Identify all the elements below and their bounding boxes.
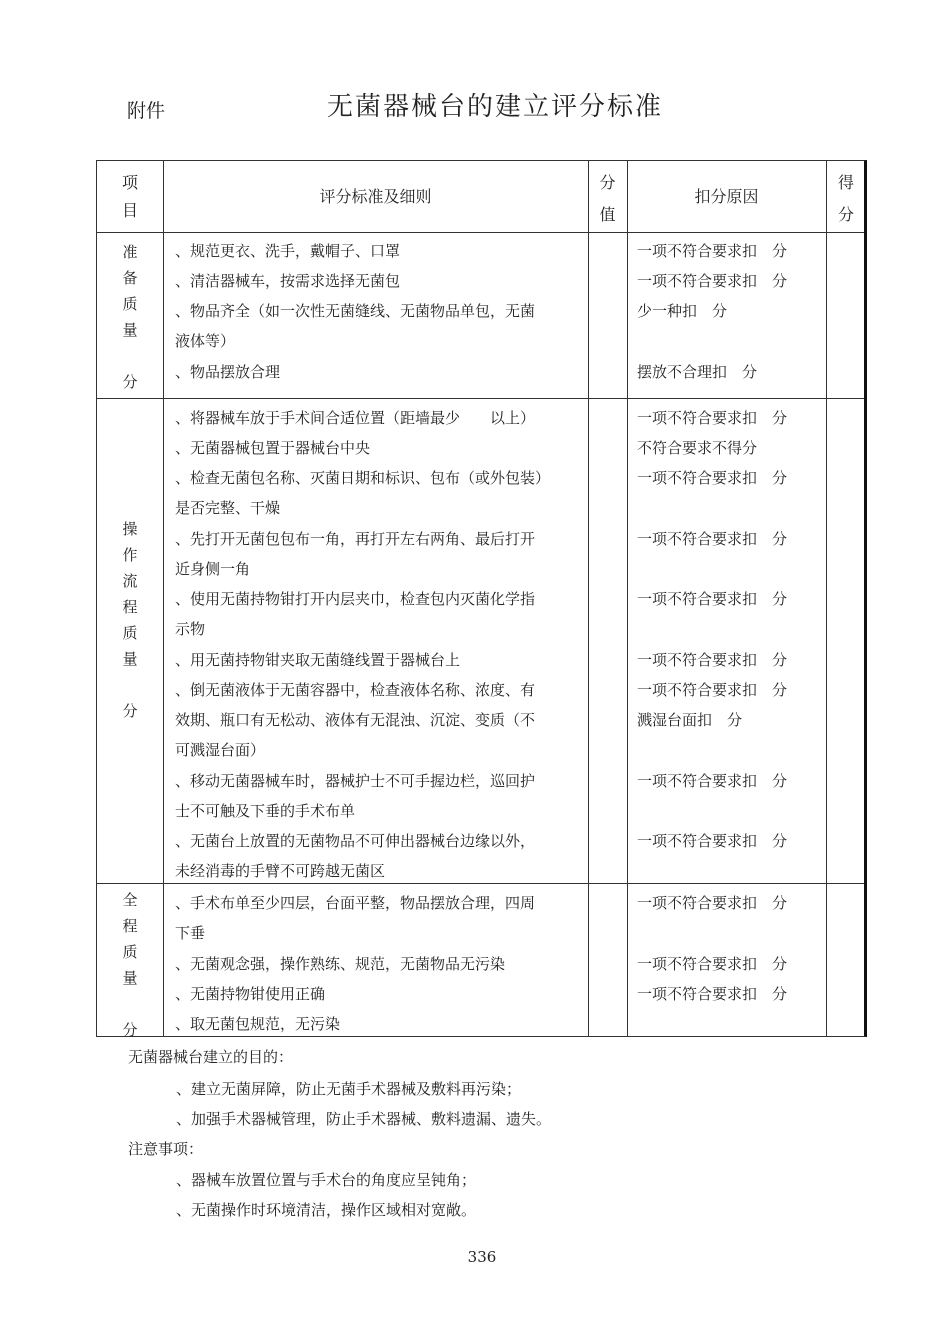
category-char	[97, 343, 163, 369]
criteria-line: 、将器械车放于手术间合适位置（距墙最少 以上）	[175, 409, 536, 427]
reason-line: 一项不符合要求扣 分	[637, 894, 788, 912]
purpose-item: 、加强手术器械管理，防止手术器械、敷料遗漏、遗失。	[176, 1110, 552, 1128]
criteria-line: 、检查无菌包名称、灭菌日期和标识、包布（或外包装）	[175, 469, 551, 487]
criteria-line: 可溅湿台面）	[175, 741, 266, 759]
criteria-line: 示物	[175, 620, 206, 638]
reason-line: 少一种扣 分	[637, 302, 728, 320]
row-divider	[97, 883, 864, 884]
reason-line: 一项不符合要求扣 分	[637, 590, 788, 608]
header-item	[97, 169, 163, 225]
reason-line: 一项不符合要求扣 分	[637, 530, 788, 548]
category-char: 全	[122, 891, 138, 909]
header-reason: 扣分原因	[694, 187, 759, 206]
reason-line: 溅湿台面扣 分	[637, 711, 743, 729]
category-char: 质	[122, 943, 138, 961]
criteria-line: 液体等）	[175, 332, 236, 350]
reason-line: 摆放不合理扣 分	[637, 363, 758, 381]
category-char: 程	[122, 917, 138, 935]
criteria-line: 、物品摆放合理	[175, 363, 281, 381]
criteria-line: 、无菌观念强，操作熟练、规范，无菌物品无污染	[175, 955, 506, 973]
category-whole-process	[97, 887, 163, 1043]
criteria-line: 、规范更衣、洗手，戴帽子、口罩	[175, 242, 401, 260]
category-preparation	[97, 239, 163, 395]
criteria-line: 效期、瓶口有无松动、液体有无混浊、沉淀、变质（不	[175, 711, 536, 729]
row-divider	[97, 232, 864, 233]
category-char: 分	[122, 373, 138, 391]
criteria-line: 、清洁器械车，按需求选择无菌包	[175, 272, 401, 290]
category-operation	[97, 516, 163, 724]
criteria-line: 、用无菌持物钳夹取无菌缝线置于器械台上	[175, 651, 461, 669]
criteria-line: 、倒无菌液体于无菌容器中，检查液体名称、浓度、有	[175, 681, 536, 699]
notes-item: 、器械车放置位置与手术台的角度应呈钝角；	[176, 1171, 477, 1189]
reason-line: 一项不符合要求扣 分	[637, 272, 788, 290]
category-char: 量	[122, 650, 138, 668]
category-char: 分	[122, 702, 138, 720]
header-value-line: 分	[599, 173, 616, 192]
criteria-line: 、无菌台上放置的无菌物品不可伸出器械台边缘以外，	[175, 832, 536, 850]
reason-line: 一项不符合要求扣 分	[637, 409, 788, 427]
category-char	[97, 672, 163, 698]
criteria-line: 士不可触及下垂的手术布单	[175, 802, 356, 820]
reason-line: 一项不符合要求扣 分	[637, 681, 788, 699]
notes-item: 、无菌操作时环境清洁，操作区域相对宽敞。	[176, 1201, 477, 1219]
criteria-line: 近身侧一角	[175, 560, 251, 578]
header-score-line: 得	[837, 173, 854, 192]
header-value-line: 值	[599, 205, 616, 224]
category-char: 备	[122, 269, 138, 287]
header-item-line: 项	[121, 173, 138, 192]
reason-line: 一项不符合要求扣 分	[637, 832, 788, 850]
criteria-line: 下垂	[175, 924, 206, 942]
criteria-line: 、无菌持物钳使用正确	[175, 985, 326, 1003]
reason-line: 一项不符合要求扣 分	[637, 469, 788, 487]
reason-line: 一项不符合要求扣 分	[637, 651, 788, 669]
criteria-line: 、移动无菌器械车时，器械护士不可手握边栏，巡回护	[175, 772, 536, 790]
purpose-title: 无菌器械台建立的目的：	[128, 1048, 294, 1066]
category-char: 作	[122, 546, 138, 564]
criteria-line: 、手术布单至少四层，台面平整，物品摆放合理，四周	[175, 894, 536, 912]
category-char: 程	[122, 598, 138, 616]
purpose-item: 、建立无菌屏障，防止无菌手术器械及敷料再污染；	[176, 1080, 522, 1098]
header-criteria: 评分标准及细则	[319, 187, 432, 206]
reason-line: 一项不符合要求扣 分	[637, 985, 788, 1003]
criteria-line: 、使用无菌持物钳打开内层夹巾，检查包内灭菌化学指	[175, 590, 536, 608]
category-char: 质	[122, 624, 138, 642]
notes-title: 注意事项：	[128, 1140, 204, 1158]
category-char: 量	[122, 969, 138, 987]
col-divider	[627, 161, 628, 1036]
category-char: 准	[122, 243, 138, 261]
category-char: 质	[122, 295, 138, 313]
header-item-line: 目	[121, 201, 138, 220]
category-char: 流	[122, 572, 138, 590]
attachment-label: 附件	[127, 100, 166, 122]
header-value	[588, 167, 627, 231]
row-divider	[97, 398, 864, 399]
page-number: 336	[467, 1248, 497, 1266]
reason-line: 一项不符合要求扣 分	[637, 772, 788, 790]
col-divider	[163, 161, 164, 1036]
col-divider	[826, 161, 827, 1036]
criteria-line: 、物品齐全（如一次性无菌缝线、无菌物品单包，无菌	[175, 302, 536, 320]
reason-line: 一项不符合要求扣 分	[637, 242, 788, 260]
criteria-line: 未经消毒的手臂不可跨越无菌区	[175, 862, 386, 880]
category-char: 操	[122, 520, 138, 538]
category-char: 量	[122, 321, 138, 339]
reason-line: 不符合要求不得分	[637, 439, 758, 457]
scoring-table	[96, 160, 867, 1037]
category-char	[97, 991, 163, 1017]
category-char: 分	[122, 1021, 138, 1039]
col-divider	[588, 161, 589, 1036]
criteria-line: 是否完整、干燥	[175, 499, 281, 517]
reason-line: 一项不符合要求扣 分	[637, 955, 788, 973]
header-score-line: 分	[837, 205, 854, 224]
header-score	[826, 167, 866, 231]
document-title: 无菌器械台的建立评分标准	[326, 92, 663, 122]
criteria-line: 、取无菌包规范，无污染	[175, 1015, 341, 1033]
criteria-line: 、先打开无菌包包布一角，再打开左右两角、最后打开	[175, 530, 536, 548]
criteria-line: 、无菌器械包置于器械台中央	[175, 439, 371, 457]
